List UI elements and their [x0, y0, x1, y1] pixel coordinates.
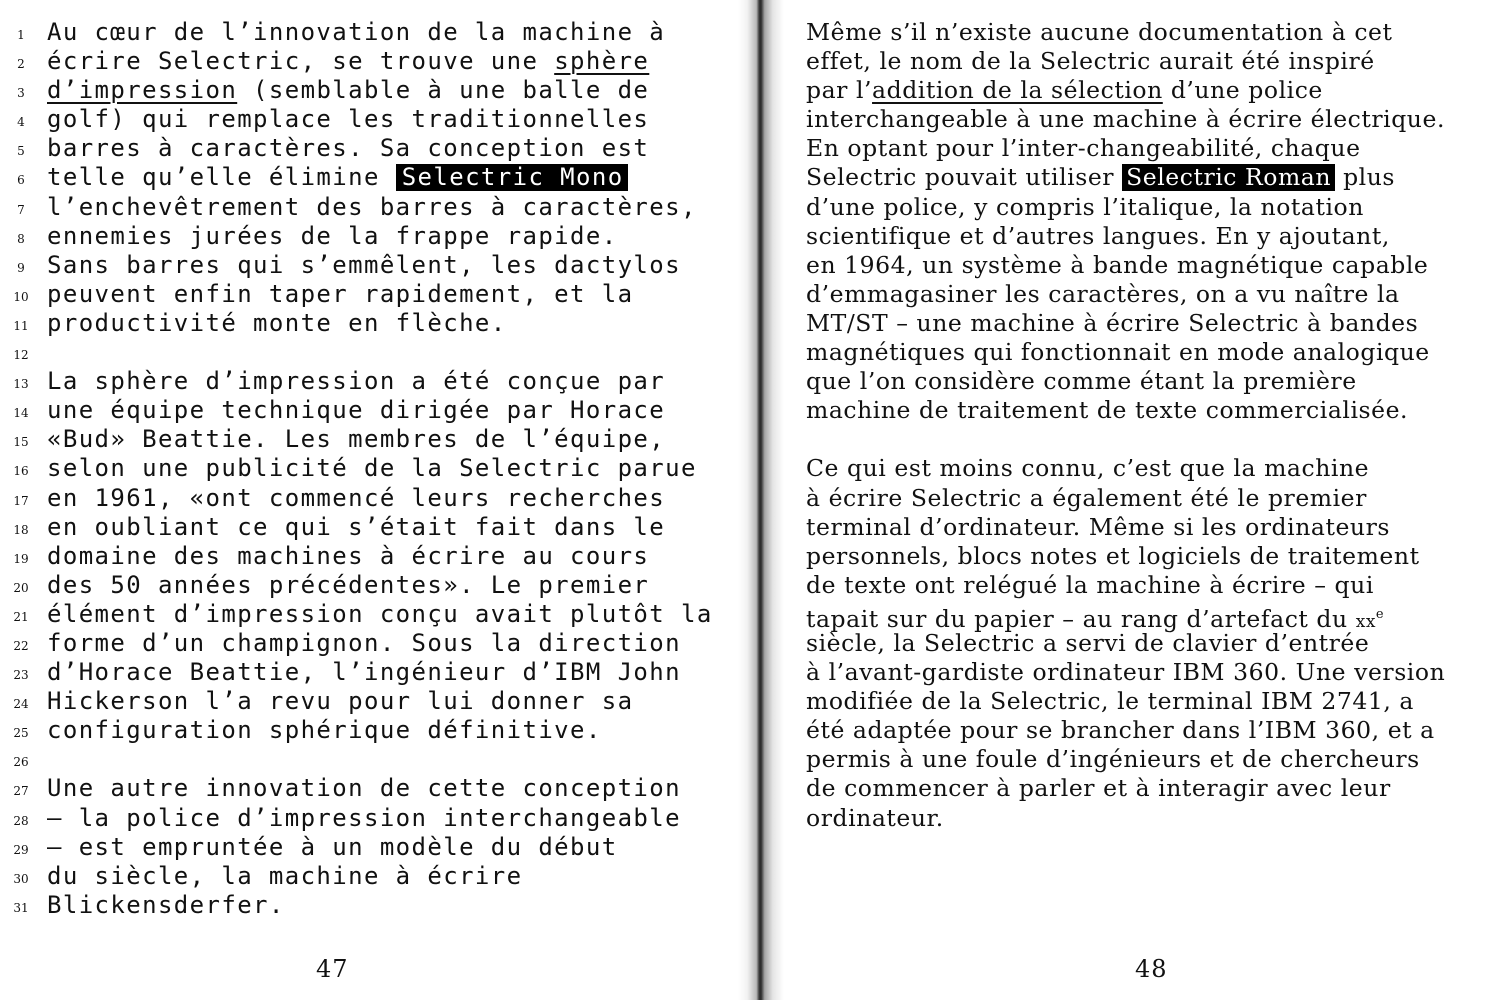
line-text [47, 396, 665, 425]
line-number: 16 [13, 464, 29, 479]
text-line [806, 251, 1445, 280]
text-segment: en 1961, «ont commencé leurs recherches [47, 483, 666, 512]
text-segment: interchangeable à une machine à écrire électrique. [806, 105, 1445, 134]
right-page [784, 0, 1500, 1000]
text-line [806, 222, 1445, 251]
line-text [47, 280, 633, 309]
line-text [47, 76, 649, 105]
text-line [806, 18, 1445, 47]
text-segment: productivité monte en flèche. [47, 308, 507, 337]
text-segment: été adaptée pour se brancher dans l’IBM 360, et a [806, 716, 1435, 745]
line-text [47, 513, 665, 542]
line-number: 17 [13, 493, 29, 508]
font-sample-selectric-roman: Selectric Roman [1122, 164, 1335, 191]
line-number: 10 [13, 289, 29, 304]
line-number: 12 [13, 348, 29, 363]
line-number: 18 [13, 522, 29, 537]
line-number: 20 [13, 580, 29, 595]
text-segment: écrire Selectric, se trouve une [47, 47, 555, 76]
text-segment: – est empruntée à un modèle du début [47, 832, 618, 861]
line-number: 2 [17, 57, 25, 72]
text-segment: terminal d’ordinateur. Même si les ordinateurs [806, 512, 1390, 541]
text-segment: golf) qui remplace les traditionnelles [47, 105, 650, 134]
text-segment: l’enchevêtrement des barres à caractères, [47, 192, 697, 221]
underlined-term: addition de la sélection [872, 76, 1163, 105]
line-text [47, 716, 602, 745]
text-segment: siècle, la Selectric a servi de clavier d’entrée [806, 628, 1370, 657]
line-text [47, 804, 681, 833]
small-caps-text: xx [1355, 611, 1376, 632]
line-text [47, 47, 649, 76]
line-text [47, 629, 681, 658]
line-number: 28 [13, 813, 29, 828]
text-line [806, 309, 1445, 338]
text-segment: d’une police, y compris l’italique, la notation [806, 192, 1364, 221]
line-number: 22 [13, 638, 29, 653]
text-line [806, 134, 1445, 163]
line-text [47, 309, 507, 338]
line-number: 11 [13, 318, 29, 333]
text-segment: d’Horace Beattie, l’ingénieur d’IBM John [47, 658, 681, 687]
text-segment: selon une publicité de la Selectric parue [47, 454, 697, 483]
text-line [806, 542, 1445, 571]
text-line [806, 454, 1445, 483]
text-segment: ordinateur. [806, 803, 944, 832]
line-number: 19 [13, 551, 29, 566]
text-line [806, 629, 1445, 658]
line-number: 1 [17, 28, 25, 42]
text-segment: une équipe technique dirigée par Horace [47, 396, 666, 425]
text-segment: Selectric pouvait utiliser [806, 163, 1123, 192]
line-number: 15 [13, 435, 29, 450]
underlined-term: d’impression [47, 76, 238, 105]
text-segment: barres à caractères. Sa conception est [47, 134, 650, 163]
line-number: 3 [17, 86, 25, 101]
text-line [806, 163, 1445, 192]
page-number-right: 48 [1135, 955, 1168, 983]
font-sample-selectric-mono: Selectric Mono [396, 164, 628, 191]
line-number: 13 [13, 377, 29, 392]
right-page-text [806, 18, 1445, 833]
text-segment: ennemies jurées de la frappe rapide. [47, 221, 618, 250]
line-number: 23 [13, 668, 29, 683]
line-text [47, 193, 697, 222]
text-segment: telle qu’elle élimine [47, 163, 396, 192]
line-text [47, 658, 681, 687]
line-text [47, 367, 665, 396]
line-number: 29 [13, 842, 29, 857]
line-text [47, 891, 285, 920]
text-segment: Sans barres qui s’emmêlent, les dactylos [47, 250, 681, 279]
line-text [47, 105, 649, 134]
text-line [806, 687, 1445, 716]
text-line [806, 396, 1445, 425]
text-segment: des 50 années précédentes». Le premier [47, 570, 650, 599]
text-line [806, 658, 1445, 687]
text-line [806, 600, 1445, 633]
text-segment: forme d’un champignon. Sous la direction [47, 628, 681, 657]
text-segment: que l’on considère comme étant la première [806, 367, 1357, 396]
line-number: 14 [13, 406, 29, 421]
text-line [806, 76, 1445, 105]
line-text [47, 862, 522, 891]
text-segment: machine de traitement de texte commercialisée. [806, 396, 1409, 425]
text-line [806, 716, 1445, 745]
line-number: 8 [17, 231, 25, 246]
line-number: 31 [13, 900, 29, 915]
text-segment: d’une police [1162, 76, 1323, 105]
text-segment: Au cœur de l’innovation de la machine à [47, 18, 666, 46]
text-segment: d’emmagasiner les caractères, on a vu naître la [806, 279, 1400, 308]
text-segment: modifiée de la Selectric, le terminal IBM 2741, a [806, 687, 1414, 716]
text-segment: Même s’il n’existe aucune documentation à cet [806, 18, 1393, 46]
text-line [806, 484, 1445, 513]
line-number: 24 [13, 697, 29, 712]
text-segment: magnétiques qui fonctionnait en mode analogique [806, 338, 1430, 367]
text-segment: à écrire Selectric a également été le premier [806, 483, 1367, 512]
text-segment: tapait sur du papier – au rang d’artefact du [806, 604, 1356, 633]
page-number-left: 47 [316, 955, 349, 983]
line-text [47, 222, 618, 251]
text-segment: de commencer à parler et à interagir avec leur [806, 774, 1391, 803]
line-number: 7 [17, 202, 25, 217]
text-segment: personnels, blocs notes et logiciels de traitement [806, 541, 1420, 570]
line-text [47, 571, 649, 600]
text-line [806, 745, 1445, 774]
text-line [806, 105, 1445, 134]
line-text [47, 425, 665, 454]
line-text [47, 542, 649, 571]
text-line [806, 804, 1445, 833]
text-segment: en 1964, un système à bande magnétique capable [806, 250, 1429, 279]
text-line [806, 47, 1445, 76]
text-segment: configuration sphérique définitive. [47, 716, 602, 745]
text-segment: Hickerson l’a revu pour lui donner sa [47, 687, 634, 716]
text-segment: – la police d’impression interchangeable [47, 803, 681, 832]
line-number: 27 [13, 784, 29, 799]
text-line [806, 338, 1445, 367]
text-segment: Blickensderfer. [47, 890, 285, 919]
underlined-term: sphère [554, 47, 650, 76]
line-text [47, 484, 665, 513]
line-text [47, 134, 649, 163]
line-number: 30 [13, 871, 29, 886]
text-segment: scientifique et d’autres langues. En y ajoutant, [806, 221, 1390, 250]
text-segment: permis à une foule d’ingénieurs et de chercheurs [806, 745, 1420, 774]
line-text [47, 251, 681, 280]
line-text [47, 600, 713, 629]
line-text [47, 18, 665, 47]
text-segment: En optant pour l’inter-changeabilité, chaque [806, 134, 1361, 163]
left-page [0, 0, 740, 1000]
line-number: 9 [17, 260, 25, 275]
text-segment: du siècle, la machine à écrire [47, 861, 523, 890]
book-gutter [738, 0, 784, 1000]
text-segment: effet, le nom de la Selectric aurait été inspiré [806, 47, 1375, 76]
line-number: 25 [13, 726, 29, 741]
text-line [806, 774, 1445, 803]
text-segment: Ce qui est moins connu, c’est que la machine [806, 454, 1370, 483]
text-segment: en oubliant ce qui s’était fait dans le [47, 512, 666, 541]
line-text [47, 454, 697, 483]
line-text [47, 687, 633, 716]
line-text [47, 833, 618, 862]
text-segment: de texte ont relégué la machine à écrire – qui [806, 570, 1374, 599]
line-number: 6 [17, 173, 25, 188]
text-line [806, 280, 1445, 309]
line-number: 4 [17, 115, 25, 130]
text-segment: élément d’impression conçu avait plutôt la [47, 599, 713, 628]
text-segment: par l’ [806, 76, 873, 105]
text-segment: peuvent enfin taper rapidement, et la [47, 279, 634, 308]
line-number: 21 [13, 609, 29, 624]
line-number: 5 [17, 144, 25, 159]
superscript-text: e [1375, 606, 1385, 622]
text-segment: à l’avant-gardiste ordinateur IBM 360. Une version [806, 658, 1446, 687]
text-line [806, 513, 1445, 542]
text-segment: plus [1335, 163, 1396, 192]
text-segment: «Bud» Beattie. Les membres de l’équipe, [47, 425, 666, 454]
line-text [47, 163, 628, 192]
text-segment: La sphère d’impression a été conçue par [47, 367, 666, 396]
text-segment: MT/ST – une machine à écrire Selectric à bandes [806, 308, 1419, 337]
text-segment: (semblable à une balle de [237, 76, 650, 105]
text-segment: domaine des machines à écrire au cours [47, 541, 650, 570]
text-line [806, 193, 1445, 222]
text-segment: Une autre innovation de cette conception [47, 774, 681, 803]
text-line [806, 571, 1445, 600]
line-text [47, 774, 681, 803]
text-line [806, 425, 1445, 454]
line-number: 26 [13, 755, 29, 770]
text-line [806, 367, 1445, 396]
